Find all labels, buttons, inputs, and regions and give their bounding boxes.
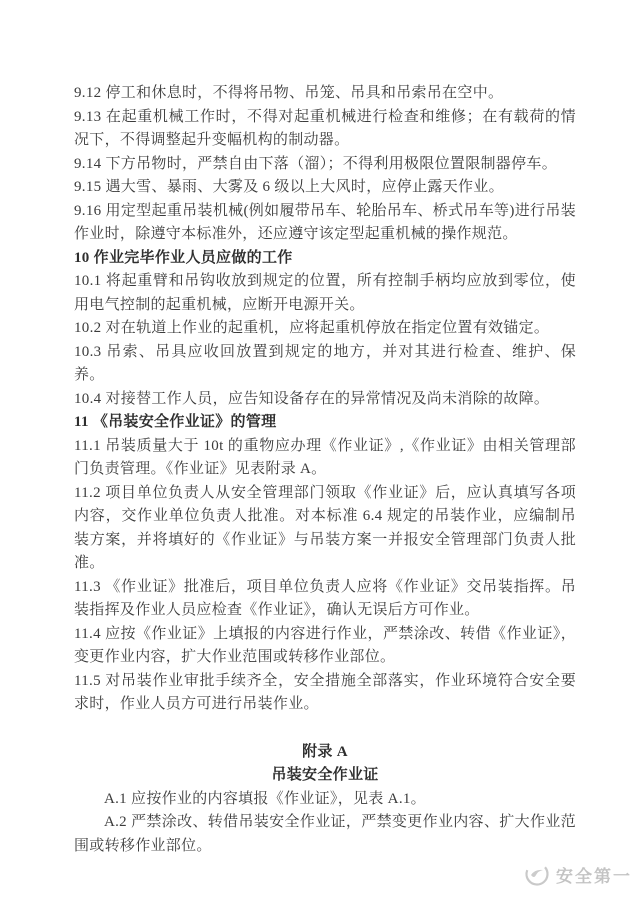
- clause-10-4: 10.4 对接替工作人员，应告知设备存在的异常情况及尚未消除的故障。: [74, 390, 550, 407]
- clause-10-3: 10.3 吊索、吊具应收回放置到规定的地方，并对其进行检查、维护、保养。: [74, 343, 576, 383]
- section-11-heading: 11 《吊装安全作业证》的管理: [74, 414, 277, 430]
- clause-11-2: 11.2 项目单位负责人从安全管理部门领取《作业证》后，应认真填写各项内容，交作业单位负责人批准。对本标准 6.4 规定的吊装作业，应编制吊装方案，并将填好的《作业证》与吊装方案一并报安全管理部门负责人批准。: [74, 484, 576, 571]
- appendix-item-a1: A.1 应按作业的内容填报《作业证》，见表 A.1。: [104, 790, 426, 807]
- clause-9-16: 9.16 用定型起重吊装机械(例如履带吊车、轮胎吊车、桥式吊车等)进行吊装作业时，除遵守本标准外，还应遵守该定型起重机械的操作规范。: [74, 202, 576, 242]
- clause-9-15: 9.15 遇大雪、暴雨、大雾及 6 级以上大风时，应停止露天作业。: [74, 179, 504, 195]
- section-10-heading: 10 作业完毕作业人员应做的工作: [74, 249, 293, 266]
- appendix-title: 附录 A: [302, 743, 348, 760]
- clause-11-3: 11.3 《作业证》批准后，项目单位负责人应将《作业证》交吊装指挥。吊装指挥及作业人员应检查《作业证》，确认无误后方可作业。: [74, 578, 576, 618]
- safety-first-logo-icon: [524, 861, 550, 887]
- clause-9-14: 9.14 下方吊物时，严禁自由下落（溜）；不得利用极限位置限制器停车。: [74, 155, 558, 172]
- clause-11-5: 11.5 对吊装作业审批手续齐全，安全措施全部落实，作业环境符合安全要求时，作业人员方可进行吊装作业。: [74, 672, 576, 712]
- watermark-text: 安全第一: [556, 866, 632, 886]
- appendix-subtitle: 吊装安全作业证: [271, 767, 379, 783]
- clause-9-13: 9.13 在起重机械工作时，不得对起重机械进行检查和维修；在有载荷的情况下，不得调整起升变幅机构的制动器。: [74, 108, 576, 148]
- clause-9-12: 9.12 停工和休息时，不得将吊物、吊笼、吊具和吊索吊在空中。: [74, 85, 504, 101]
- document-body: [74, 82, 576, 858]
- clause-11-1: 11.1 吊装质量大于 10t 的重物应办理《作业证》,《作业证》由相关管理部门负责管理。《作业证》见表附录 A。: [74, 437, 576, 477]
- appendix-item-a2: A.2 严禁涂改、转借吊装安全作业证，严禁变更作业内容、扩大作业范围或转移作业部位。: [74, 814, 576, 854]
- clause-11-4: 11.4 应按《作业证》上填报的内容进行作业，严禁涂改、转借《作业证》，变更作业内容，扩大作业范围或转移作业部位。: [74, 625, 576, 665]
- watermark: [524, 861, 632, 887]
- clause-10-2: 10.2 对在轨道上作业的起重机，应将起重机停放在指定位置有效锚定。: [74, 320, 550, 336]
- clause-10-1: 10.1 将起重臂和吊钩收放到规定的位置，所有控制手柄均应放到零位，使用电气控制的起重机械，应断开电源开关。: [74, 273, 576, 313]
